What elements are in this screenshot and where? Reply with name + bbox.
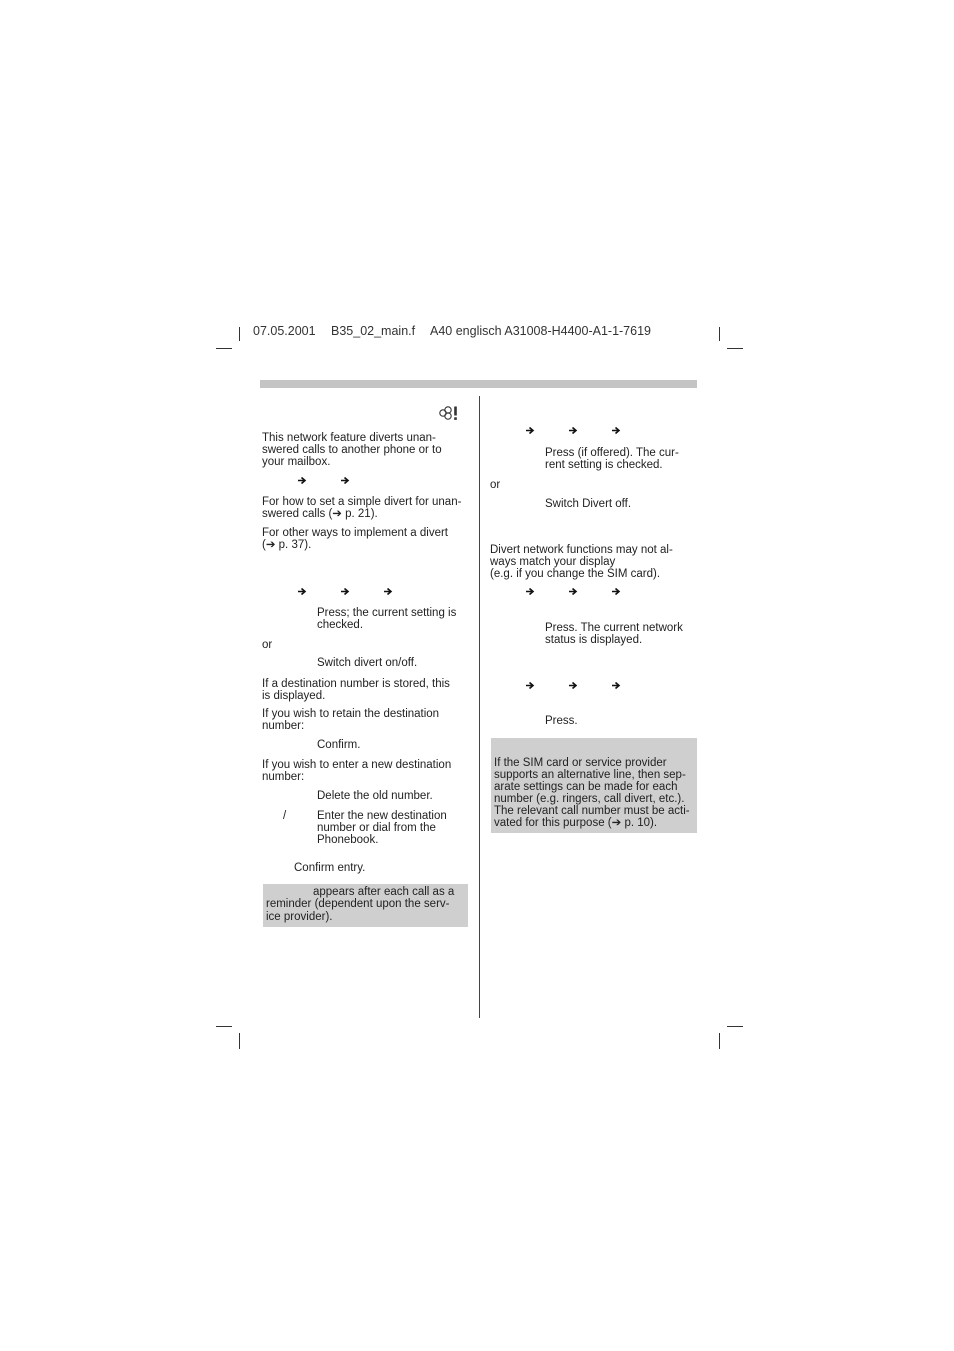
stored-line: If a destination number is stored, this	[262, 678, 450, 690]
confirm-entry-text: Confirm entry.	[294, 862, 366, 874]
delete-old-text: Delete the old number.	[317, 790, 433, 802]
arrow-icon	[341, 476, 350, 485]
note-line: supports an alternative line, then sep-	[494, 769, 686, 781]
press-text: Press.	[545, 715, 578, 727]
switch-onoff-text: Switch divert on/off.	[317, 657, 418, 669]
other-ways-line: For other ways to implement a divert	[262, 527, 448, 539]
arrow-icon	[569, 426, 578, 435]
press-status-line: Press. The current network	[545, 622, 683, 634]
print-date: 07.05.2001	[253, 324, 316, 338]
arrow-icon	[569, 681, 578, 690]
arrow-icon	[341, 587, 350, 596]
crop-mark	[216, 348, 232, 349]
crop-mark	[719, 327, 720, 341]
press-current-line: checked.	[317, 619, 364, 631]
enter-new-line: number:	[262, 771, 305, 783]
arrow-icon	[612, 681, 621, 690]
note-line: The relevant call number must be acti-	[494, 805, 690, 817]
intro-line: This network feature diverts unan-	[262, 432, 436, 444]
slash-separator: /	[283, 810, 287, 822]
crop-mark	[239, 327, 240, 341]
retain-line: If you wish to retain the destination	[262, 708, 440, 720]
simple-divert-line: For how to set a simple divert for unan-	[262, 496, 462, 508]
or-label: or	[262, 639, 273, 651]
arrow-icon	[526, 587, 535, 596]
arrow-icon	[298, 476, 307, 485]
note-line: reminder (dependent upon the serv-	[266, 898, 450, 910]
print-file: B35_02_main.f	[331, 324, 416, 338]
press-offered-line: rent setting is checked.	[545, 459, 663, 471]
note-line: arate settings can be made for each	[494, 781, 678, 793]
note-line: vated for this purpose (➔ p. 10).	[494, 817, 658, 829]
arrow-icon	[612, 426, 621, 435]
intro-line: your mailbox.	[262, 456, 331, 468]
switch-off-text: Switch Divert off.	[545, 498, 632, 510]
arrow-icon	[526, 681, 535, 690]
note-box	[491, 738, 697, 833]
arrow-icon	[384, 587, 393, 596]
crop-mark	[216, 1026, 232, 1027]
print-doc-id: A40 englisch A31008-H4400-A1-1-7619	[430, 324, 651, 338]
note-line: appears after each call as a	[313, 886, 455, 898]
network-service-icon	[438, 405, 460, 421]
simple-divert-line: swered calls (➔ p. 21).	[262, 508, 378, 520]
enter-new-line: If you wish to enter a new destination	[262, 759, 452, 771]
enter-dest-line: Phonebook.	[317, 834, 379, 846]
note-line: ice provider).	[266, 911, 333, 923]
retain-line: number:	[262, 720, 305, 732]
stored-line: is displayed.	[262, 690, 326, 702]
or-label: or	[490, 479, 501, 491]
enter-dest-line: Enter the new destination	[317, 810, 447, 822]
note-line: If the SIM card or service provider	[494, 757, 667, 769]
other-ways-line: (➔ p. 37).	[262, 539, 312, 551]
crop-mark	[719, 1033, 720, 1049]
intro-line: swered calls to another phone or to	[262, 444, 442, 456]
arrow-icon	[569, 587, 578, 596]
crop-mark	[239, 1033, 240, 1049]
arrow-icon	[526, 426, 535, 435]
confirm-text: Confirm.	[317, 739, 361, 751]
arrow-icon	[298, 587, 307, 596]
divert-network-line: Divert network functions may not al-	[490, 544, 673, 556]
note-line: number (e.g. ringers, call divert, etc.).	[494, 793, 685, 805]
enter-dest-line: number or dial from the	[317, 822, 436, 834]
divert-network-line: (e.g. if you change the SIM card).	[490, 568, 661, 580]
divert-network-line: ways match your display	[490, 556, 616, 568]
crop-mark	[727, 348, 743, 349]
note-box	[263, 884, 468, 927]
crop-mark	[727, 1026, 743, 1027]
column-divider	[479, 396, 480, 1018]
press-current-line: Press; the current setting is	[317, 607, 457, 619]
press-status-line: status is displayed.	[545, 634, 643, 646]
arrow-icon	[612, 587, 621, 596]
press-offered-line: Press (if offered). The cur-	[545, 447, 679, 459]
section-bar	[260, 380, 697, 388]
